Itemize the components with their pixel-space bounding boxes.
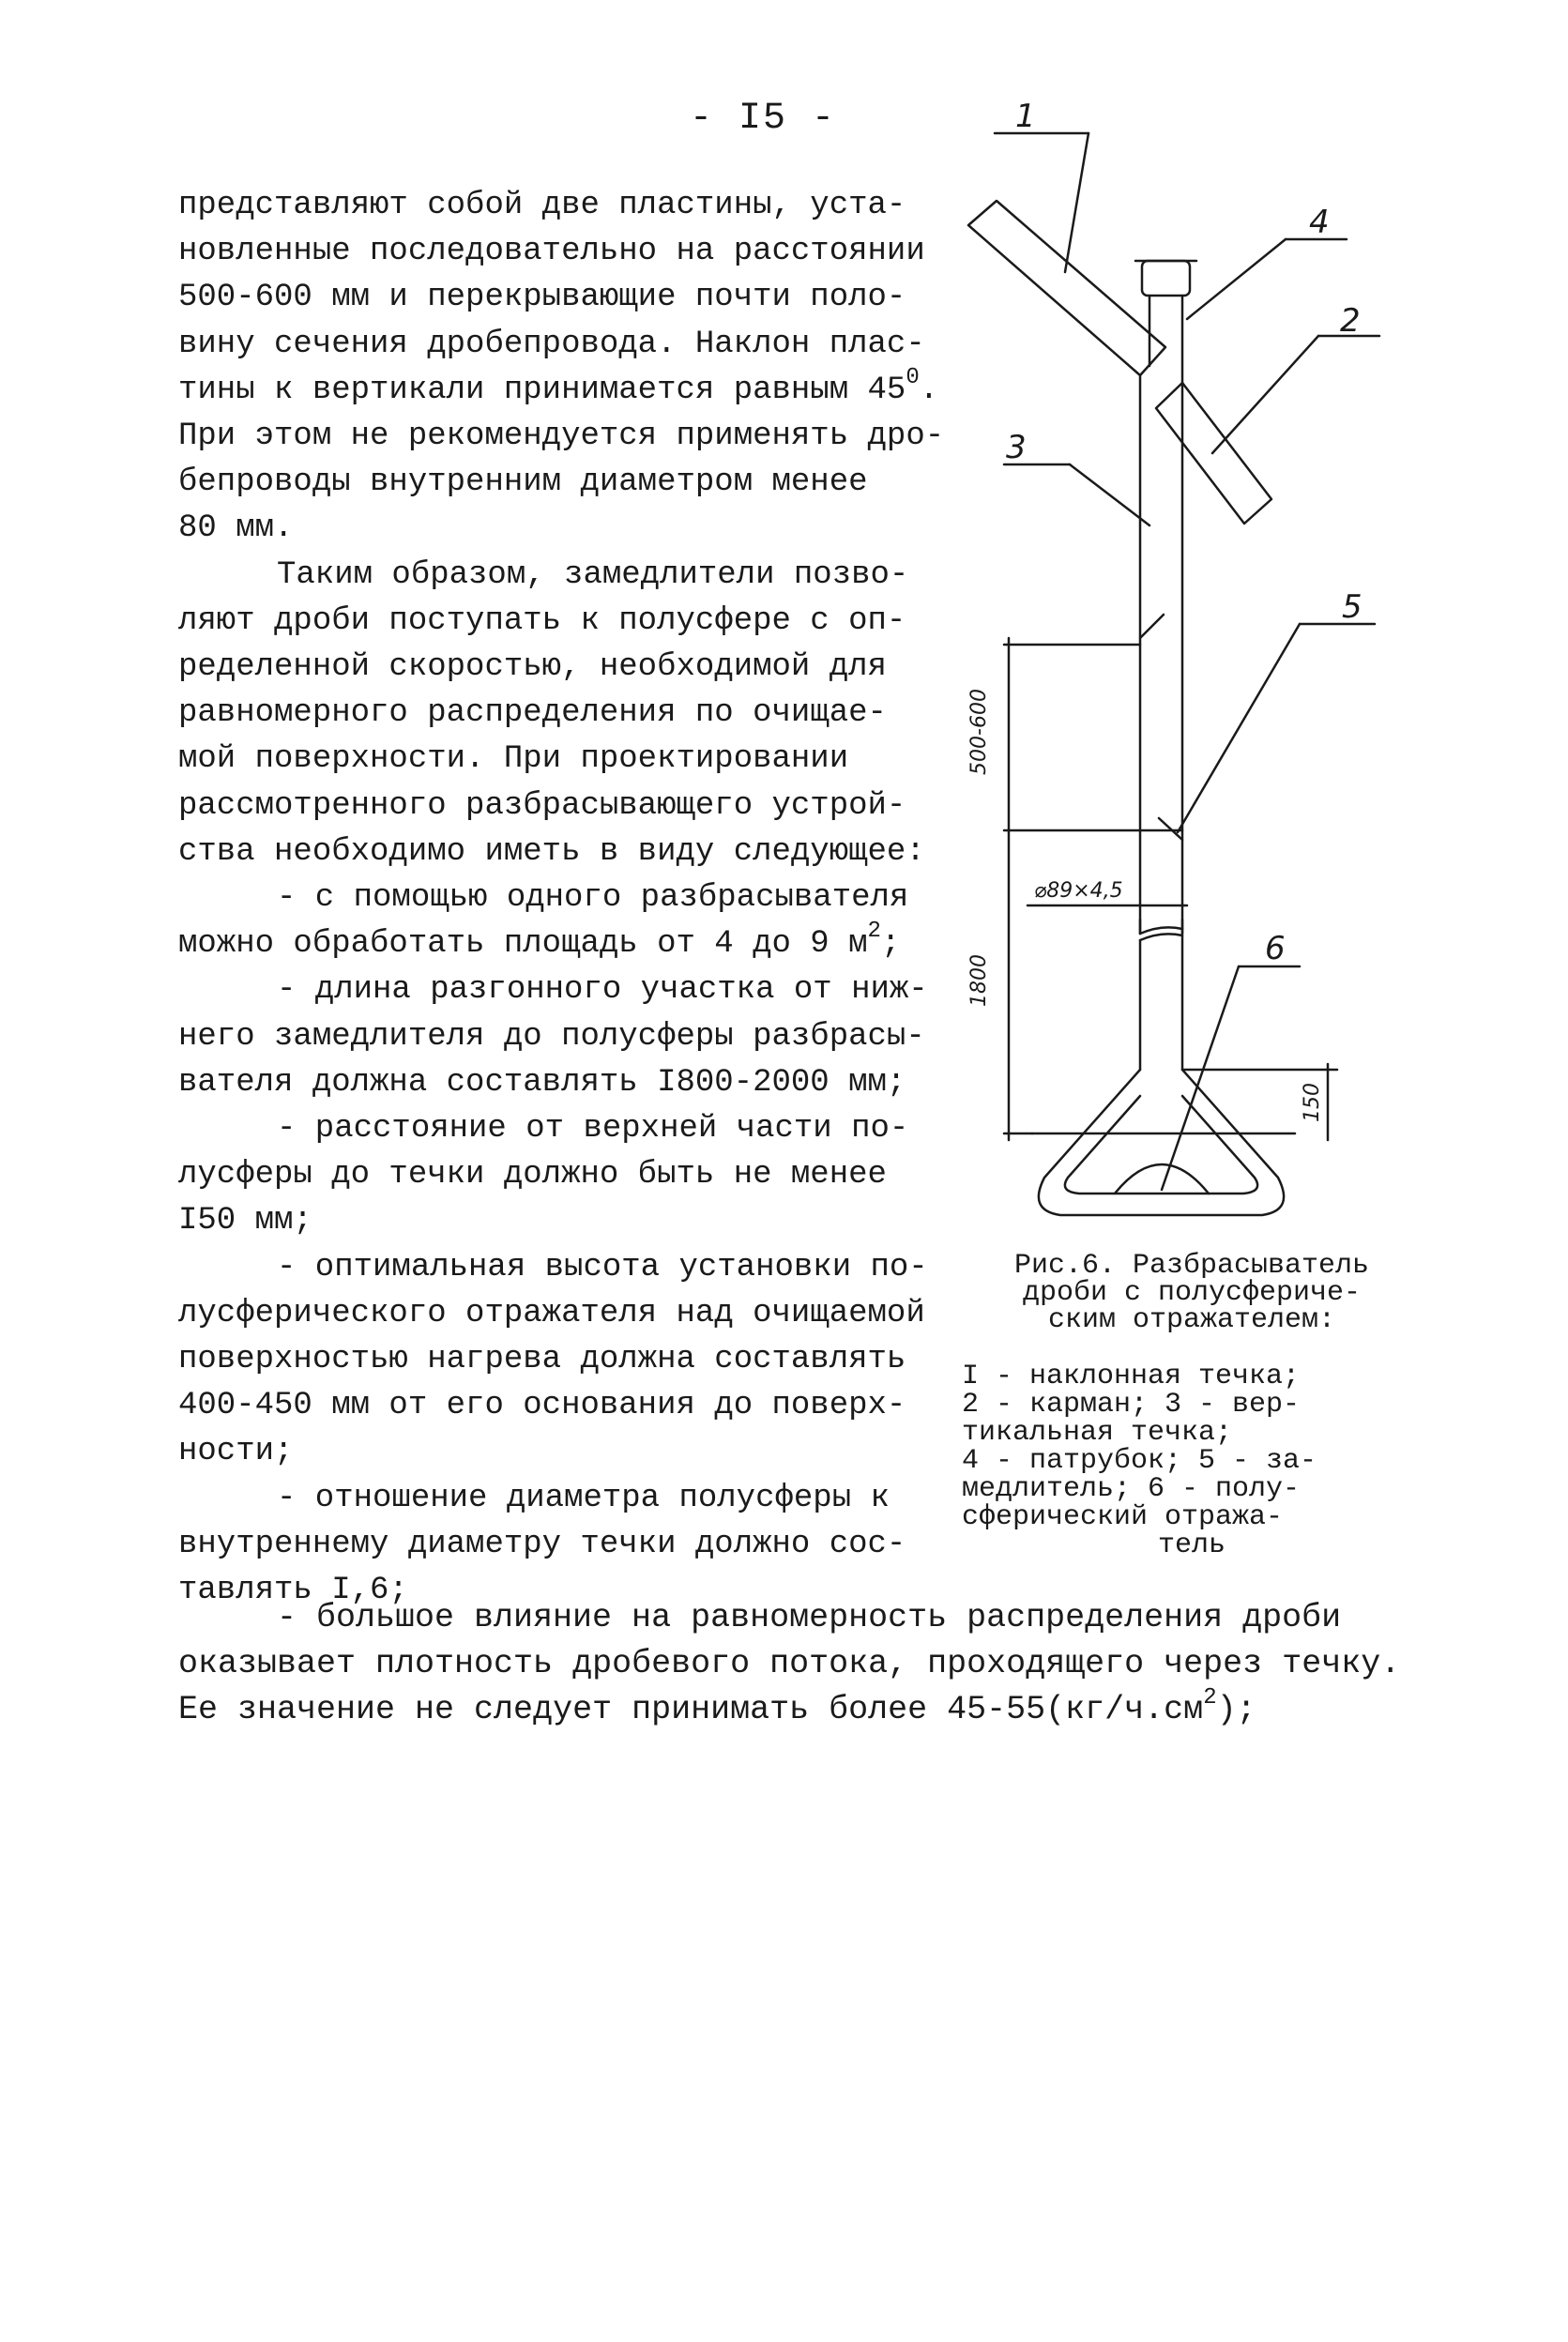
vertical-chute: [1140, 375, 1182, 934]
label-6: 6: [1265, 930, 1286, 967]
text-line: [178, 275, 938, 321]
text-line-main: I - наклонная течка;: [962, 1361, 1301, 1392]
text-line-tail: );: [1216, 1691, 1256, 1728]
text-line-tail: .: [919, 372, 939, 408]
figure-legend: [962, 1362, 1422, 1559]
label-5: 5: [1342, 588, 1362, 626]
text-line-main: - отношение диаметра полусферы к: [277, 1480, 890, 1516]
body-text-column: [178, 183, 945, 1614]
text-line: [178, 1641, 1417, 1687]
text-line: [178, 921, 938, 967]
text-line-main: ства необходимо иметь в виду следующее:: [178, 833, 925, 870]
text-line-main: него замедлителя до полусферы разбрасы-: [178, 1018, 925, 1055]
text-line: [178, 1014, 938, 1060]
dim-diameter: ⌀89×4,5: [1034, 879, 1123, 903]
text-line-main: вателя должна составлять I800-2000 мм;: [178, 1064, 906, 1101]
superscript: 2: [867, 919, 881, 945]
text-line-main: лусферы до течки должно быть не менее: [178, 1157, 887, 1194]
figure-drawing: [948, 84, 1436, 1229]
text-line: [962, 1447, 1422, 1475]
text-line: [962, 1531, 1422, 1559]
text-line: [178, 322, 938, 368]
dim-150: 150: [1301, 1083, 1324, 1122]
text-line: [178, 783, 938, 829]
text-line-main: новленные последовательно на расстоянии: [178, 234, 925, 270]
text-line-main: тины к вертикали принимается равным 45: [178, 372, 906, 408]
label-1: 1: [1015, 98, 1036, 135]
text-line-main: тель: [1157, 1529, 1225, 1561]
caption-line: дроби с полусфериче-: [1022, 1277, 1362, 1309]
text-line-main: внутреннему диаметру течки должно сос-: [178, 1526, 906, 1562]
text-line: [178, 460, 938, 506]
text-line-main: 500-600 мм и перекрывающие почти поло-: [178, 280, 906, 316]
pipe-cap: [1142, 261, 1190, 296]
text-line: [178, 1687, 1417, 1733]
text-line-main: поверхностью нагрева должна составлять: [178, 1342, 906, 1378]
text-line: [178, 553, 938, 599]
superscript: 2: [1203, 1685, 1217, 1711]
inclined-chute: [968, 201, 1165, 375]
text-line-main: - оптимальная высота установки по-: [277, 1249, 928, 1285]
text-line: [962, 1391, 1422, 1419]
text-line: [178, 829, 938, 875]
text-line-main: медлитель; 6 - полу-: [962, 1473, 1301, 1505]
text-line-main: I50 мм;: [178, 1203, 312, 1239]
text-line-main: можно обработать площадь от 4 до 9 м: [178, 926, 868, 963]
text-line-main: 80 мм.: [178, 510, 294, 547]
text-line-main: 4 - патрубок; 5 - за-: [962, 1445, 1317, 1477]
page-number: - I5 -: [690, 98, 837, 140]
text-line: [178, 1152, 938, 1198]
text-line-main: Ее значение не следует принимать более 45-55(кг/ч.см: [178, 1691, 1204, 1728]
figure-caption: [962, 1250, 1422, 1336]
decelerator-upper: [1140, 615, 1164, 638]
text-line-main: - расстояние от верхней части по-: [277, 1111, 909, 1148]
text-line-main: мой поверхности. При проектировании: [178, 741, 849, 778]
caption-line: ским отражателем:: [1047, 1304, 1336, 1336]
text-line: [962, 1362, 1422, 1391]
text-line: [178, 737, 938, 783]
dim-1800: 1800: [967, 954, 991, 1007]
text-line-tail: ;: [880, 926, 901, 963]
text-line-main: лусферического отражателя над очищаемой: [178, 1295, 925, 1331]
text-line: [962, 1475, 1422, 1503]
text-line-main: представляют собой две пластины, уста-: [178, 188, 906, 223]
text-line: [178, 1245, 938, 1291]
text-line-main: оказывает плотность дробевого потока, проходящего через течку.: [178, 1645, 1401, 1682]
text-line: [178, 229, 938, 275]
text-line: [962, 1503, 1422, 1531]
text-line: [178, 506, 938, 552]
bottom-paragraph: [178, 1595, 1417, 1733]
text-line: [962, 1419, 1422, 1447]
text-line-main: ляют дроби поступать к полусфере с оп-: [178, 602, 906, 639]
text-line: [178, 1522, 938, 1568]
text-line: [178, 183, 938, 229]
text-line: [178, 1429, 938, 1475]
text-line-main: сферический отража-: [962, 1501, 1284, 1533]
text-line-main: 2 - карман; 3 - вер-: [962, 1389, 1301, 1421]
text-line: [178, 1198, 938, 1244]
text-line: [178, 414, 945, 460]
text-line-main: - длина разгонного участка от ниж-: [277, 972, 928, 1009]
text-line-main: тавлять I,6;: [178, 1573, 408, 1609]
text-line-main: рассмотренного разбрасывающего устрой-: [178, 787, 906, 824]
text-line: [178, 645, 938, 691]
text-line: [178, 691, 938, 737]
text-line: [178, 1291, 938, 1337]
text-line: [178, 599, 938, 645]
text-line: [178, 1337, 938, 1383]
text-line-main: Таким образом, замедлители позво-: [277, 556, 909, 593]
label-2: 2: [1340, 302, 1361, 340]
text-line: [178, 1106, 938, 1152]
dim-500-600: 500-600: [967, 689, 991, 775]
text-line: [178, 967, 938, 1013]
text-line: [178, 1595, 1417, 1641]
label-3: 3: [1006, 429, 1027, 466]
text-line: [178, 1476, 938, 1522]
text-line-main: тикальная течка;: [962, 1417, 1233, 1449]
text-line-main: 400-450 мм от его основания до поверх-: [178, 1388, 906, 1424]
text-line: [178, 364, 939, 414]
text-line-main: равномерного распределения по очищае-: [178, 695, 887, 732]
text-line-main: бепроводы внутренним диаметром менее: [178, 464, 868, 501]
figure-shot-spreader: [948, 84, 1436, 1229]
text-line: [178, 875, 938, 921]
text-line-main: ределенной скоростью, необходимой для: [178, 649, 887, 686]
figure-label-group: [967, 98, 1362, 1122]
text-line: [178, 1383, 938, 1429]
superscript: 0: [906, 364, 920, 390]
text-line-main: ности;: [178, 1434, 294, 1470]
label-4: 4: [1309, 204, 1330, 241]
branch-pipe: [1149, 296, 1182, 383]
text-line-main: вину сечения дробепровода. Наклон плас-: [178, 326, 925, 362]
text-line-main: При этом не рекомендуется применять дро-: [178, 418, 945, 455]
caption-line: Рис.6. Разбрасыватель: [1013, 1250, 1370, 1282]
text-line-main: - большое влияние на равномерность распределения дроби: [277, 1599, 1342, 1636]
text-line-main: - с помощью одного разбрасывателя: [277, 880, 909, 917]
text-line: [178, 1060, 938, 1106]
